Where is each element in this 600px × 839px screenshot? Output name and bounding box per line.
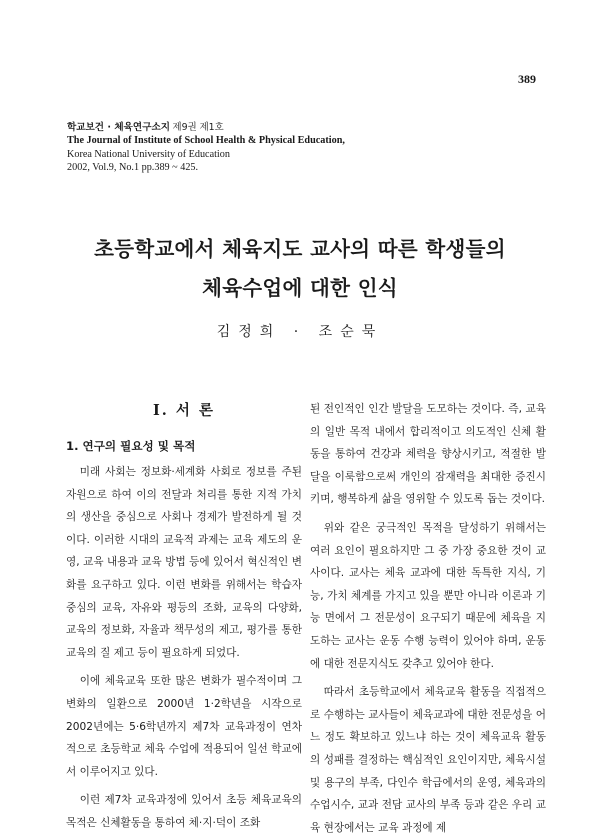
paper-title-line-1: 초등학교에서 체육지도 교사의 따른 학생들의	[94, 237, 506, 261]
journal-citation: 2002, Vol.9, No.1 pp.389 ~ 425.	[67, 162, 199, 174]
journal-korean-line	[67, 121, 345, 134]
paper-title-line-2: 체육수업에 대한 인식	[202, 276, 398, 300]
journal-info	[67, 121, 345, 175]
paragraph: 이에 체육교육 또한 많은 변화가 필수적이며 그 변화의 일환으로 2000년 1·2학년을 시작으로 2002년에는 5·6학년까지 제7차 교육과정이 연차적으로 초등학교 체육 수업에 적용되어 일선 학교에서 이루어지고 있다.	[66, 675, 302, 778]
journal-university: Korea National University of Education	[67, 148, 230, 160]
left-column	[66, 398, 302, 835]
right-column	[310, 398, 546, 839]
paper-authors: 김정희 · 조순묵	[216, 324, 384, 340]
subsection-heading: 1. 연구의 필요성 및 목적	[66, 439, 196, 453]
paragraph: 위와 같은 궁극적인 목적을 달성하기 위해서는 여러 요인이 필요하지만 그 중 가장 중요한 것이 교사이다. 교사는 체육 교과에 대한 독특한 지식, 기능, 가치 체계를 가지고 있을 뿐만 아니라 이론과 기능 면에서 그 전문성이 요구되기 때문에 체육을 지도하는 교사는 운동 수행 능력이 있어야 하며, 운동에 대한 전문지식도 갖추고 있어야 한다.	[310, 521, 546, 670]
journal-english-title: The Journal of Institute of School Health & Physical Education,	[67, 135, 345, 147]
paragraph: 이런 제7차 교육과정에 있어서 초등 체육교육의 목적은 신체활동을 통하여 체·지·덕이 조화	[66, 794, 302, 829]
paragraph: 미래 사회는 정보화·세계화 사회로 정보를 주된 자원으로 하여 이의 전달과 처리를 통한 지적 가치의 생산을 중심으로 사회나 경제가 발전하게 될 것이다. 이러한 시대의 교육적 과제는 교육 제도의 운영, 교육 내용과 교육 방법 등에 있어서 혁신적인 변화를 요구하고 있다. 이런 변화를 위해서는 학습자 중심의 교육, 자유와 평등의 조화, 교육의 다양화, 교육의 정보화, 자율과 책무성의 제고, 평가를 통한 교육의 질 제고 등이 필요하게 되었다.	[66, 466, 302, 659]
section-heading: Ⅰ. 서 론	[153, 402, 215, 419]
paper-title	[0, 230, 600, 308]
paragraph: 된 전인적인 인간 발달을 도모하는 것이다. 즉, 교육의 일반 목적 내에서 합리적이고 의도적인 신체 활동을 통하여 건강과 체력을 향상시키고, 적절한 발달을 이룩함으로써 개인의 잠재력을 최대한 증진시키며, 행복하게 삶을 영위할 수 있도록 돕는 것이다.	[310, 403, 546, 506]
journal-volume-ko: 제9권 제1호	[172, 122, 224, 133]
page-number: 389	[518, 72, 536, 86]
journal-korean-name: 학교보건 · 체육연구소지	[67, 122, 170, 133]
paragraph: 따라서 초등학교에서 체육교육 활동을 직접적으로 수행하는 교사들이 체육교과에 대한 전문성을 어느 정도 확보하고 있느냐 하는 것이 체육교육 활동의 성패를 결정하는 핵심적인 요인이지만, 체육시설 및 용구의 부족, 다인수 학급에서의 운영, 체육과의 수업시수, 교과 전담 교사의 부족 등과 같은 우리 교육 현장에서는 교육 과정에 제	[310, 686, 546, 834]
